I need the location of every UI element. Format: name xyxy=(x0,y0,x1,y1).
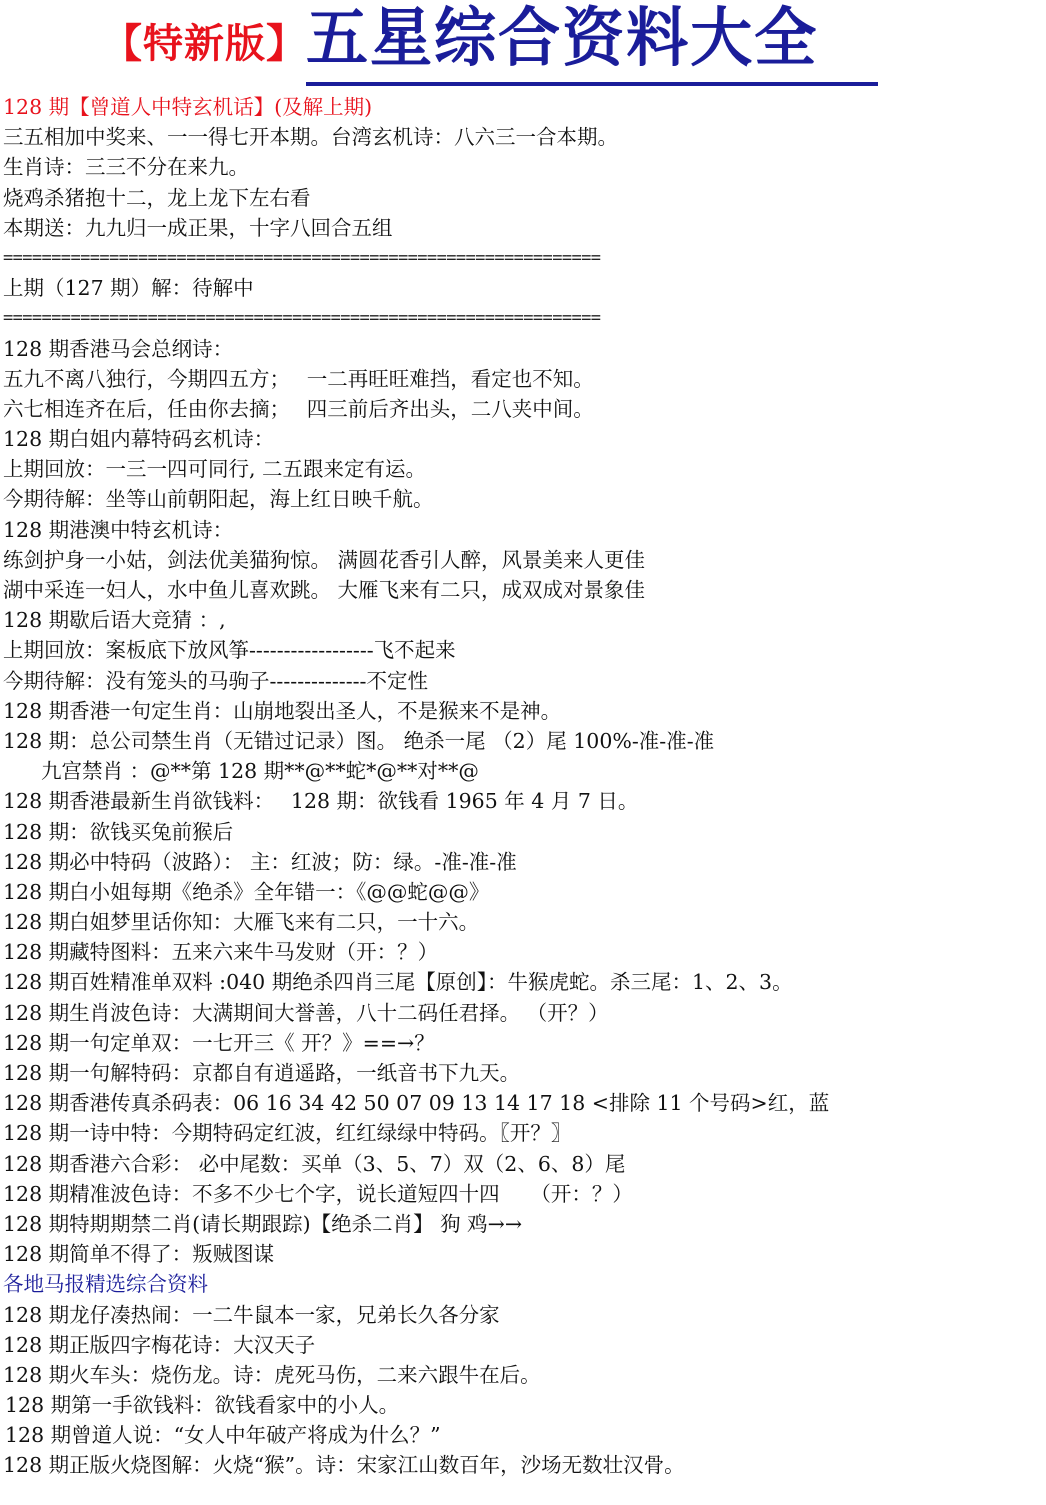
line-period-heading: 128 期【曾道人中特玄机话】(及解上期) xyxy=(3,95,373,119)
line-text: 128 期藏特图料：五来六来牛马发财（开：？） xyxy=(3,940,439,965)
title-underline xyxy=(306,82,878,86)
line-text: 本期送：九九归一成正果，十字八回合五组 xyxy=(3,215,393,240)
line-text: 三五相加中奖来、一一得七开本期。台湾玄机诗：八六三一合本期。 xyxy=(3,125,618,150)
separator-line: ============================================================== xyxy=(3,247,601,268)
line-text: 128 期火车头：烧伤龙。诗：虎死马伤，二来六跟牛在后。 xyxy=(3,1362,541,1387)
line-text: 128 期第一手欲钱料：欲钱看家中的小人。 xyxy=(5,1393,400,1418)
line-text: 湖中采连一妇人，水中鱼儿喜欢跳。 大雁飞来有二只，成双成对景象佳 xyxy=(3,578,646,602)
line-text: 128 期曾道人说：“女人中年破产将成为什么？” xyxy=(5,1423,441,1448)
document-body xyxy=(3,92,1043,1481)
edition-label: 【特新版】 xyxy=(102,21,307,67)
line-text: 128 期生肖波色诗：大满期间大誉善，八十二码任君择。 （开？） xyxy=(3,1000,609,1025)
line-text: 128 期龙仔凑热闹：一二牛鼠本一家，兄弟长久各分家 xyxy=(3,1302,500,1327)
header xyxy=(0,0,1046,92)
line-text: 128 期香港马会总纲诗： xyxy=(3,336,234,361)
line-text: 上期回放：一三一四可同行, 二五跟来定有运。 xyxy=(3,457,427,482)
line-text: 上期（127 期）解：待解中 xyxy=(3,276,254,301)
line-text: 128 期香港最新生肖欲钱料： 128 期：欲钱看 1965 年 4 月 7 日。 xyxy=(3,789,639,814)
line-text: 128 期一句定单双：一七开三《 开？》==→？ xyxy=(3,1030,435,1055)
line-text: 今期待解：坐等山前朝阳起，海上红日映千航。 xyxy=(3,487,434,512)
line-text: 九宫禁肖 ：@**第 128 期**@**蛇*@**对**@ xyxy=(41,759,479,784)
line-text: 六七相连齐在后，任由你去摘； 四三前后齐出头，二八夹中间。 xyxy=(3,396,594,421)
line-text: 128 期香港传真杀码表：06 16 34 42 50 07 09 13 14 17 18 <排除 11 个号码>红，蓝 xyxy=(3,1091,830,1116)
line-text: 五九不离八独行，今期四五方； 一二再旺旺难挡，看定也不知。 xyxy=(3,366,594,391)
line-text: 128 期：欲钱买兔前猴后 xyxy=(3,819,234,844)
line-text: 128 期一诗中特：今期特码定红波，红红绿绿中特码。〖开？〗 xyxy=(3,1121,572,1146)
line-text: 128 期歇后语大竞猜 ：, xyxy=(3,608,226,633)
line-text: 128 期必中特码（波路）： 主：红波；防：绿。-准-准-准 xyxy=(3,849,517,874)
section-heading: 各地马报精选综合资料 xyxy=(3,1272,208,1297)
line-text: 128 期香港六合彩： 必中尾数：买单（3、5、7）双（2、6、8）尾 xyxy=(3,1151,626,1176)
line-text: 128 期一句解特码：京都自有逍遥路，一纸音书下九天。 xyxy=(3,1061,521,1085)
page-title: 五星综合资料大全 xyxy=(306,2,819,76)
line-text: 128 期白小姐每期《绝杀》全年错一：《@@蛇@@》 xyxy=(3,879,490,904)
line-text: 烧鸡杀猪抱十二，龙上龙下左右看 xyxy=(3,185,311,210)
line-text: 128 期白姐内幕特码玄机诗： xyxy=(3,427,275,452)
line-text: 128 期白姐梦里话你知：大雁飞来有二只，一十六。 xyxy=(3,910,480,935)
separator-line: ============================================================== xyxy=(3,308,601,329)
line-text: 生肖诗：三三不分在来九。 xyxy=(3,155,249,180)
line-text: 128 期精准波色诗：不多不少七个字，说长道短四十四 （开：？） xyxy=(3,1181,633,1206)
line-text: 128 期特期期禁二肖(请长期跟踪)【绝杀二肖】 狗 鸡→→ xyxy=(3,1211,523,1236)
line-text: 128 期香港一句定生肖：山崩地裂出圣人，不是猴来不是神。 xyxy=(3,698,562,723)
line-text: 128 期正版火烧图解：火烧“猴”。诗：宋家江山数百年，沙场无数壮汉骨。 xyxy=(3,1453,685,1478)
line-text: 128 期：总公司禁生肖（无错过记录）图。 绝杀一尾 （2）尾 100%-准-准-准 xyxy=(3,728,715,753)
line-text: 上期回放：案板底下放风筝------------------飞不起来 xyxy=(3,638,456,663)
line-text: 128 期港澳中特玄机诗： xyxy=(3,517,234,542)
line-text: 128 期百姓精准单双料 :040 期绝杀四肖三尾【原创】：牛猴虎蛇。杀三尾：1、2、3。 xyxy=(3,970,793,995)
line-text: 128 期简单不得了：叛贼图谋 xyxy=(3,1242,275,1267)
line-text: 练剑护身一小姑，剑法优美猫狗惊。 满圆花香引人醉，风景美来人更佳 xyxy=(3,547,646,572)
line-text: 128 期正版四字梅花诗：大汉天子 xyxy=(3,1332,316,1357)
line-text: 今期待解：没有笼头的马驹子--------------不定性 xyxy=(3,668,428,693)
